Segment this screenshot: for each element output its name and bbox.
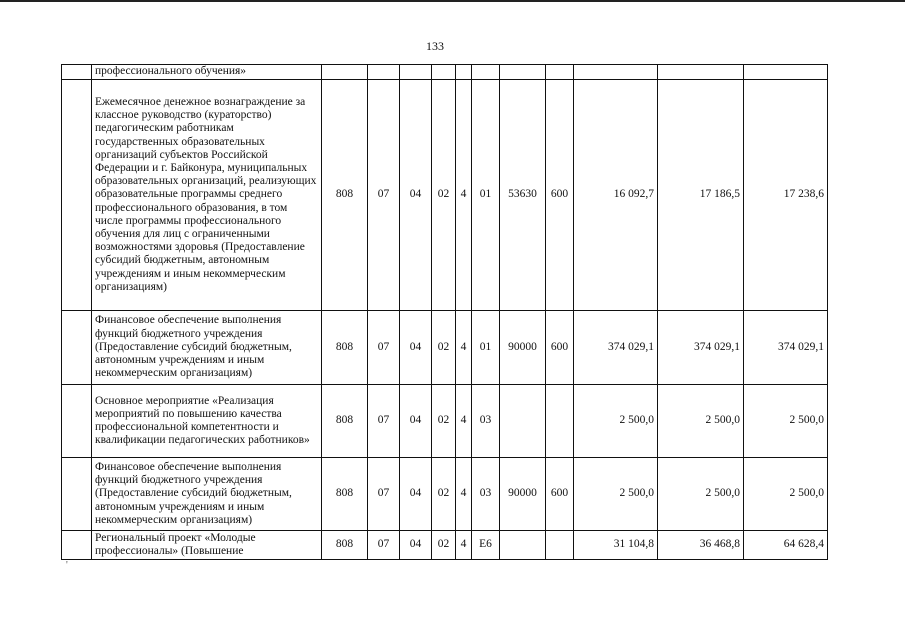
description-cell: профессионального обучения» (92, 65, 322, 80)
expense-type-code-cell (546, 65, 574, 80)
amount-year2-cell: 374 029,1 (658, 311, 744, 385)
subsection-code-cell: 04 (400, 385, 432, 458)
section-code-cell (368, 65, 400, 80)
ministry-code-cell (322, 65, 368, 80)
amount-year2-cell: 2 500,0 (658, 385, 744, 458)
direction-code-cell (500, 385, 546, 458)
table-row (62, 458, 828, 531)
subsection-code-cell: 04 (400, 458, 432, 531)
ministry-code-cell: 808 (322, 311, 368, 385)
table-row (62, 531, 828, 560)
section-code-cell: 07 (368, 80, 400, 311)
subprogram-code-cell: 4 (456, 80, 472, 311)
description-cell: Региональный проект «Молодые профессионалы» (Повышение (92, 531, 322, 560)
subsection-code-cell: 04 (400, 80, 432, 311)
amount-year1-cell: 2 500,0 (574, 458, 658, 531)
section-code-cell: 07 (368, 458, 400, 531)
program-code-cell: 02 (432, 311, 456, 385)
subprogram-code-cell (456, 65, 472, 80)
table-row (62, 385, 828, 458)
row-number-cell (62, 65, 92, 80)
ministry-code-cell: 808 (322, 531, 368, 560)
amount-year1-cell: 16 092,7 (574, 80, 658, 311)
direction-code-cell (500, 65, 546, 80)
description-cell: Ежемесячное денежное вознаграждение за классное руководство (кураторство) педагогическим работникам государственных образовательных организаций субъектов Российской Федерации и г. Байконура, муниципальных образовательных организаций, реализующих образовательные программы среднего профессионального образования, в том числе программы профессионального обучения для лиц с ограниченными возможностями здоровья (Предоставление субсидий бюджетным, автономным учреждениям и иным некоммерческим организациям) (92, 80, 322, 311)
direction-code-cell (500, 531, 546, 560)
page-number: 133 (426, 39, 444, 53)
program-code-cell: 02 (432, 531, 456, 560)
direction-code-cell: 90000 (500, 311, 546, 385)
table-row (62, 311, 828, 385)
subprogram-code-cell: 4 (456, 385, 472, 458)
row-number-cell (62, 385, 92, 458)
amount-year1-cell: 374 029,1 (574, 311, 658, 385)
program-code-cell (432, 65, 456, 80)
activity-code-cell (472, 65, 500, 80)
row-number-cell (62, 458, 92, 531)
section-code-cell: 07 (368, 311, 400, 385)
section-code-cell: 07 (368, 531, 400, 560)
amount-year3-cell: 2 500,0 (744, 458, 828, 531)
amount-year1-cell: 31 104,8 (574, 531, 658, 560)
amount-year2-cell: 36 468,8 (658, 531, 744, 560)
amount-year1-cell (574, 65, 658, 80)
expense-type-code-cell (546, 385, 574, 458)
top-edge-rule (0, 0, 905, 2)
subsection-code-cell: 04 (400, 531, 432, 560)
row-number-cell (62, 80, 92, 311)
section-code-cell: 07 (368, 385, 400, 458)
amount-year3-cell: 374 029,1 (744, 311, 828, 385)
activity-code-cell: 03 (472, 458, 500, 531)
activity-code-cell: 01 (472, 311, 500, 385)
amount-year3-cell: 17 238,6 (744, 80, 828, 311)
scan-artifact-mark: ' (66, 560, 68, 571)
expense-type-code-cell: 600 (546, 458, 574, 531)
program-code-cell: 02 (432, 80, 456, 311)
ministry-code-cell: 808 (322, 80, 368, 311)
program-code-cell: 02 (432, 458, 456, 531)
expense-type-code-cell (546, 531, 574, 560)
budget-table (61, 64, 828, 560)
amount-year3-cell: 2 500,0 (744, 385, 828, 458)
amount-year2-cell (658, 65, 744, 80)
amount-year1-cell: 2 500,0 (574, 385, 658, 458)
subsection-code-cell: 04 (400, 311, 432, 385)
expense-type-code-cell: 600 (546, 311, 574, 385)
direction-code-cell: 53630 (500, 80, 546, 311)
amount-year2-cell: 2 500,0 (658, 458, 744, 531)
program-code-cell: 02 (432, 385, 456, 458)
activity-code-cell: 03 (472, 385, 500, 458)
amount-year3-cell (744, 65, 828, 80)
expense-type-code-cell: 600 (546, 80, 574, 311)
amount-year3-cell: 64 628,4 (744, 531, 828, 560)
description-cell: Финансовое обеспечение выполнения функций бюджетного учреждения (Предоставление субсидий бюджетным, автономным учреждениям и иным некоммерческим организациям) (92, 311, 322, 385)
ministry-code-cell: 808 (322, 458, 368, 531)
activity-code-cell: Е6 (472, 531, 500, 560)
subprogram-code-cell: 4 (456, 531, 472, 560)
row-number-cell (62, 311, 92, 385)
description-cell: Основное мероприятие «Реализация мероприятий по повышению качества профессиональной компетентности и квалификации педагогических работников» (92, 385, 322, 458)
activity-code-cell: 01 (472, 80, 500, 311)
subsection-code-cell (400, 65, 432, 80)
subprogram-code-cell: 4 (456, 311, 472, 385)
subprogram-code-cell: 4 (456, 458, 472, 531)
table-row (62, 65, 828, 80)
table-row (62, 80, 828, 311)
row-number-cell (62, 531, 92, 560)
ministry-code-cell: 808 (322, 385, 368, 458)
amount-year2-cell: 17 186,5 (658, 80, 744, 311)
description-cell: Финансовое обеспечение выполнения функций бюджетного учреждения (Предоставление субсидий бюджетным, автономным учреждениям и иным некоммерческим организациям) (92, 458, 322, 531)
direction-code-cell: 90000 (500, 458, 546, 531)
